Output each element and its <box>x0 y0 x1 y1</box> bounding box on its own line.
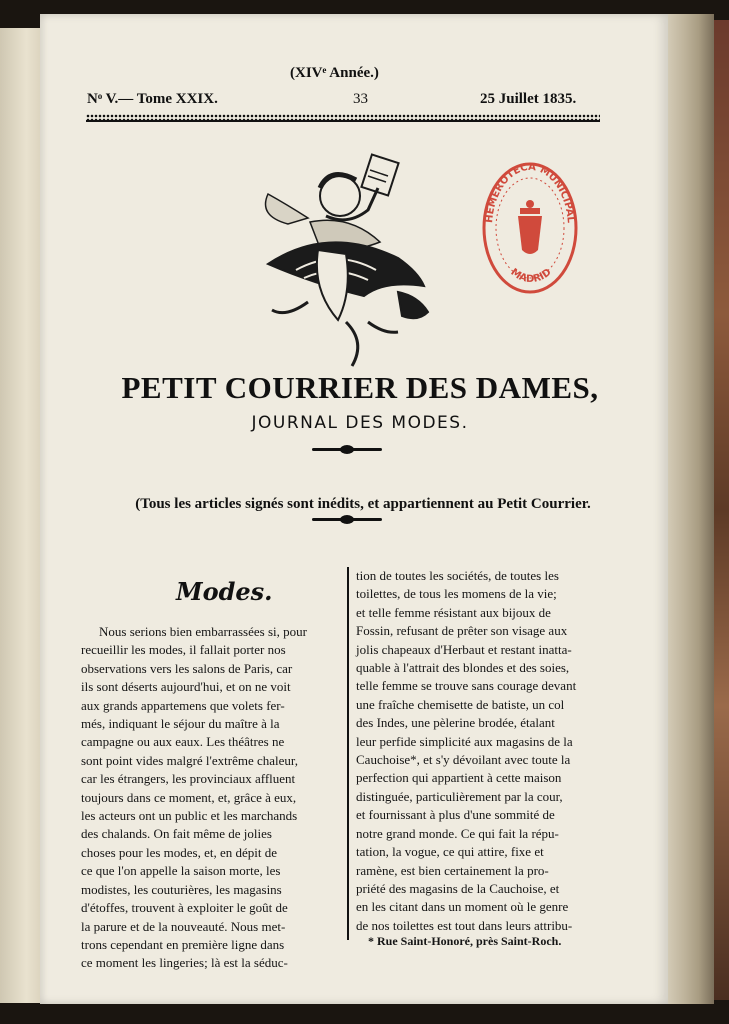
masthead-title: PETIT COURRIER DES DAMES, <box>121 370 599 405</box>
article-line: Cauchoise*, et s'y dévoilant avec toute la <box>356 752 571 768</box>
article-line: més, indiquant le séjour du maître à la <box>81 716 280 732</box>
article-line: jolis chapeaux d'Herbaut et restant inatta- <box>356 641 572 657</box>
article-line: Nous serions bien embarrassées si, pour <box>99 624 307 639</box>
article-line: ce moment les lingeries; là est la séduc- <box>81 955 288 971</box>
article-line: recueillir les modes, il fallait porter nos <box>81 642 286 658</box>
article-line: ce que l'on appelle la saison morte, les <box>81 863 281 879</box>
article-line: une fraîche chemisette de batiste, un col <box>356 696 565 712</box>
article-line: de nos toilettes est tout dans leurs attribu- <box>356 917 573 933</box>
article-line: car les étrangers, les provinciaux affluent <box>81 771 296 787</box>
article-line: d'étoffes, trouvent à exploiter le goût de <box>81 900 288 916</box>
article-line: en les citant dans un moment où le genre <box>356 899 569 915</box>
footnote: * Rue Saint-Honoré, près Saint-Roch. <box>368 934 562 948</box>
article-line: toilettes, de tous les momens de la vie; <box>356 586 557 602</box>
article-line: perfection qui appartient à cette maison <box>356 770 562 786</box>
article-line: Fossin, refusant de prêter son visage aux <box>356 623 568 639</box>
article-line: trons cependant en première ligne dans <box>81 936 285 952</box>
ornament-divider <box>312 518 382 521</box>
header-issue: Nᵒ V.— Tome XXIX. <box>87 91 218 107</box>
header-page-number: 33 <box>353 91 368 107</box>
header-date: 25 Juillet 1835. <box>480 91 577 107</box>
article-line: ils sont déserts aujourd'hui, et on ne voit <box>81 679 291 695</box>
article-line: campagne ou aux eaux. Les théâtres ne <box>81 734 285 750</box>
header-year: (XIVᵉ Année.) <box>290 65 379 81</box>
section-title: Modes. <box>176 577 273 606</box>
svg-text:MADRID <box>509 267 554 285</box>
article-line: et telle femme résistant aux bijoux de <box>356 604 551 620</box>
svg-text:HEMEROTECA MUNICIPAL <box>484 162 576 224</box>
article-line: toujours dans ce moment, et, grâce à eux, <box>81 789 297 805</box>
library-stamp <box>478 156 582 296</box>
article-line: choses pour les modes, et, en dépit de <box>81 844 278 860</box>
article-line: notre grand monde. Ce qui fait la répu- <box>356 825 559 841</box>
article-line: aux grands appartemens que volets fer- <box>81 697 285 713</box>
article-line: distinguée, particulièrement par la cour, <box>356 788 563 804</box>
rights-notice: (Tous les articles signés sont inédits, et appartiennent au Petit Courrier. <box>135 496 591 512</box>
article-line: et fournissant à plus d'une sommité de <box>356 807 555 823</box>
article-line: priété des magasins de la Cauchoise, et <box>356 880 560 896</box>
article-line: telle femme se trouve sans courage devant <box>356 678 577 694</box>
article-left-column <box>81 623 340 973</box>
article-line: la parure et de la nouveauté. Nous met- <box>81 918 286 934</box>
book-right-page-stack <box>664 14 714 1004</box>
article-line: leur perfide simplicité aux magasins de la <box>356 733 573 749</box>
article-line: des chalands. On fait même de jolies <box>81 826 272 842</box>
article-line: des Indes, une pèlerine brodée, étalant <box>356 715 555 731</box>
article-right-column <box>356 567 614 935</box>
article-line: tation, la vogue, ce qui attire, fixe et <box>356 844 544 860</box>
stamp-text-top: HEMEROTECA MUNICIPAL <box>484 161 576 224</box>
article-line: sont point vides malgré l'extrême chaleur, <box>81 752 298 768</box>
journal-page <box>40 14 668 1004</box>
article-line: les acteurs ont un public et les marchands <box>81 808 298 824</box>
article-line: tion de toutes les sociétés, de toutes les <box>356 568 559 583</box>
article-line: observations vers les salons de Paris, car <box>81 660 293 676</box>
ornament-divider <box>312 448 382 451</box>
stamp-text-bottom: MADRID <box>508 266 554 286</box>
header-rule <box>86 114 600 122</box>
book-left-page-edge <box>0 28 44 1003</box>
article-line: quable à l'attrait des blondes et des soies, <box>356 660 570 676</box>
article-line: modistes, les couturières, les magasins <box>81 881 282 897</box>
masthead-subtitle: JOURNAL DES MODES. <box>251 413 469 433</box>
column-divider <box>347 567 349 940</box>
cherub-emblem-illustration <box>248 152 448 374</box>
article-line: ramène, est bien certainement la pro- <box>356 862 549 878</box>
